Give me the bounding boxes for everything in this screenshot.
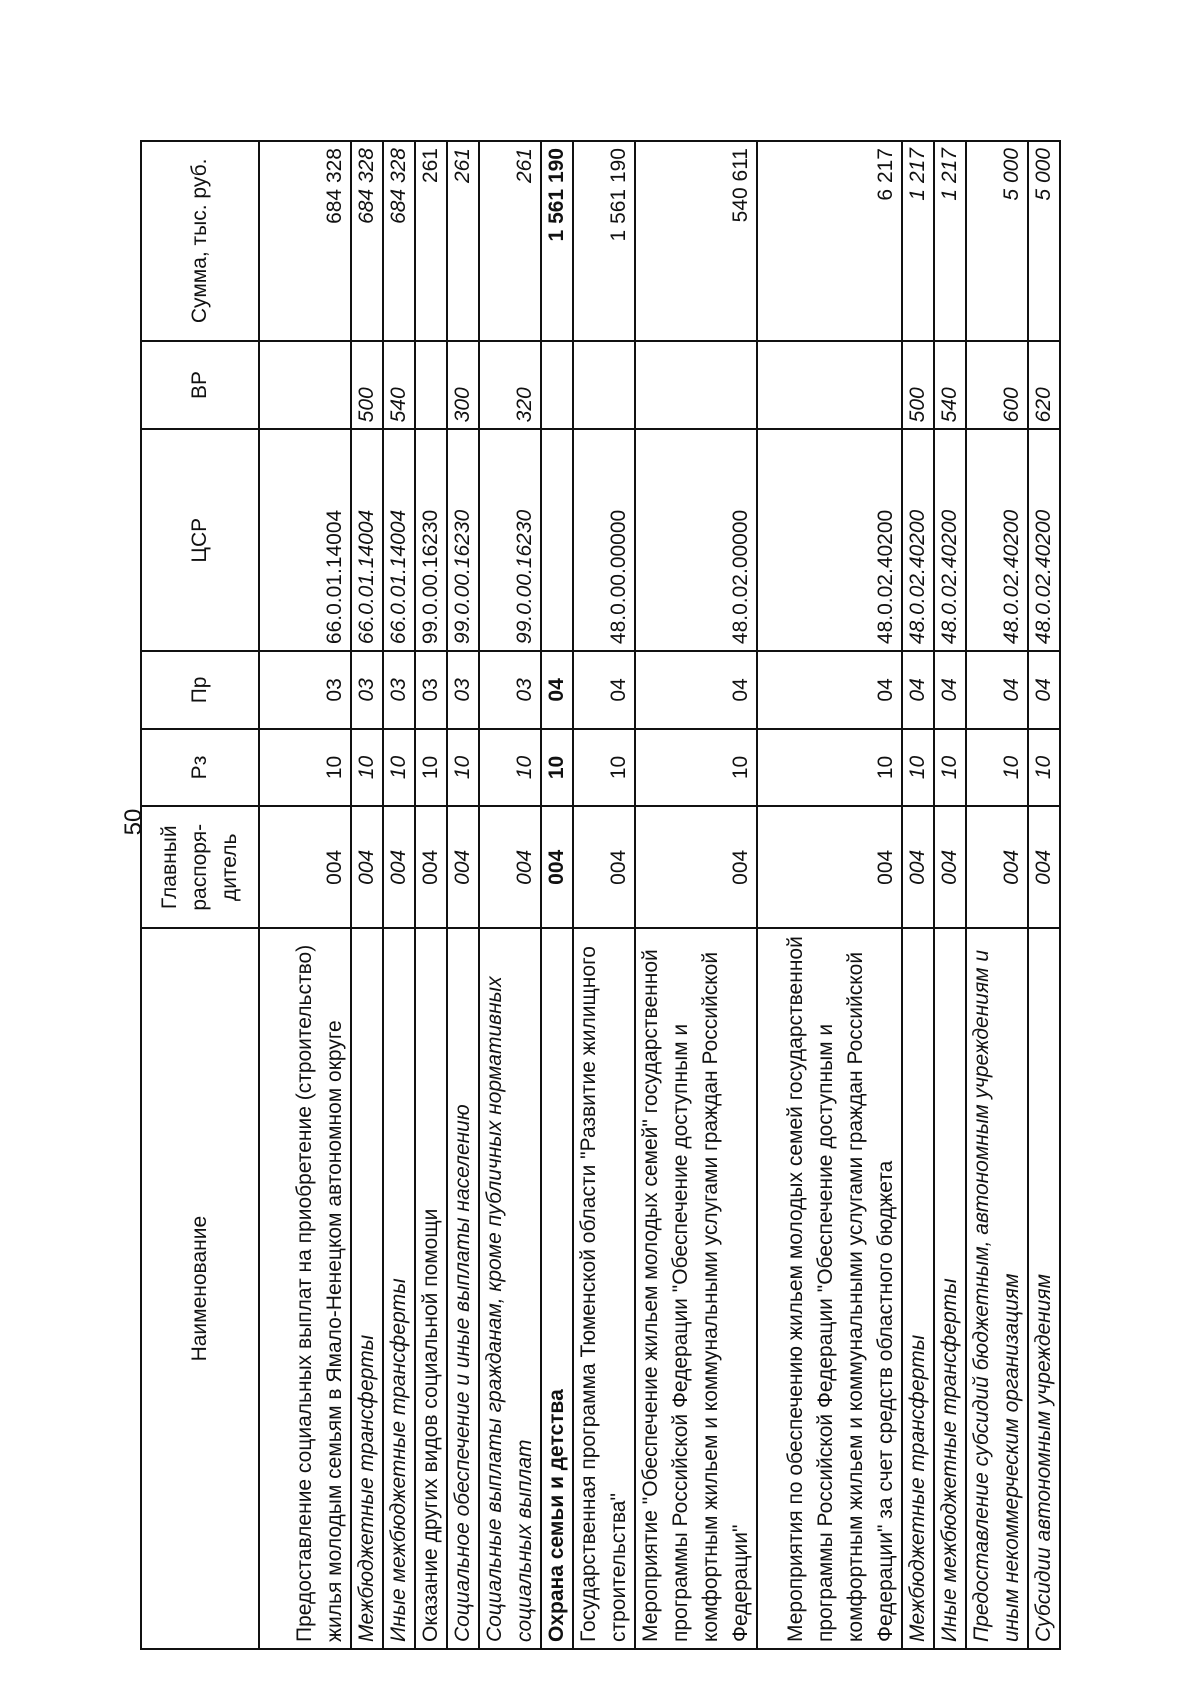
cell-name: Субсидии автономным учреждениям	[1028, 928, 1060, 1649]
cell-main-manager: 004	[934, 806, 966, 928]
cell-vr: 540	[383, 341, 415, 430]
cell-vr	[635, 341, 757, 430]
cell-sum: 1 217	[902, 141, 934, 341]
cell-sum: 5 000	[1028, 141, 1060, 341]
cell-main-manager: 004	[383, 806, 415, 928]
cell-pr: 04	[541, 651, 573, 729]
table-row	[351, 141, 383, 1649]
cell-name: Оказание других видов социальной помощи	[415, 928, 447, 1649]
cell-rz: 10	[259, 729, 351, 807]
table-row	[541, 141, 573, 1649]
cell-pr: 04	[757, 651, 902, 729]
header-vr: ВР	[141, 341, 259, 430]
cell-csr: 48.0.02.40200	[1028, 429, 1060, 651]
rotated-table-container	[140, 140, 1055, 1650]
cell-pr: 04	[1028, 651, 1060, 729]
cell-name: Мероприятие "Обеспечение жильем молодых семей" государственной программы Российской Федерации "Обеспечение доступным и комфортным жильем и коммунальными услугами граждан Российской Федерации"	[635, 928, 757, 1649]
table-row	[259, 141, 351, 1649]
cell-pr: 03	[447, 651, 479, 729]
cell-main-manager: 004	[635, 806, 757, 928]
cell-rz: 10	[541, 729, 573, 807]
cell-rz: 10	[383, 729, 415, 807]
cell-csr: 48.0.02.00000	[635, 429, 757, 651]
page-number: 50	[120, 808, 147, 836]
cell-pr: 04	[635, 651, 757, 729]
header-sum: Сумма, тыс. руб.	[141, 141, 259, 341]
cell-main-manager: 004	[541, 806, 573, 928]
table-body	[259, 141, 1060, 1649]
cell-pr: 04	[966, 651, 1028, 729]
header-csr: ЦСР	[141, 429, 259, 651]
cell-name: Мероприятия по обеспечению жильем молодых семей государственной программы Российской Федерации "Обеспечение доступным и комфортным жильем и коммунальными услугами граждан Российской Федерации" за счет средств областного бюджета	[757, 928, 902, 1649]
cell-sum: 261	[415, 141, 447, 341]
header-rz: Рз	[141, 729, 259, 807]
cell-csr: 48.0.02.40200	[902, 429, 934, 651]
cell-rz: 10	[415, 729, 447, 807]
cell-vr	[259, 341, 351, 430]
cell-vr: 300	[447, 341, 479, 430]
cell-pr: 04	[934, 651, 966, 729]
cell-pr: 04	[902, 651, 934, 729]
cell-sum: 261	[447, 141, 479, 341]
cell-name: Межбюджетные трансферты	[902, 928, 934, 1649]
table-row	[934, 141, 966, 1649]
header-name: Наименование	[141, 928, 259, 1649]
cell-sum: 5 000	[966, 141, 1028, 341]
cell-name: Государственная программа Тюменской области "Развитие жилищного строительства"	[573, 928, 635, 1649]
cell-main-manager: 004	[902, 806, 934, 928]
cell-name: Предоставление субсидий бюджетным, автономным учреждениям и иным некоммерческим организациям	[966, 928, 1028, 1649]
cell-csr	[541, 429, 573, 651]
cell-csr: 99.0.00.16230	[415, 429, 447, 651]
cell-name: Межбюджетные трансферты	[351, 928, 383, 1649]
cell-sum: 540 611	[635, 141, 757, 341]
cell-vr	[415, 341, 447, 430]
cell-main-manager: 004	[479, 806, 541, 928]
cell-vr: 500	[902, 341, 934, 430]
cell-sum: 1 561 190	[541, 141, 573, 341]
table-header	[141, 141, 259, 1649]
cell-rz: 10	[573, 729, 635, 807]
cell-pr: 03	[383, 651, 415, 729]
cell-rz: 10	[757, 729, 902, 807]
cell-vr	[541, 341, 573, 430]
cell-vr: 600	[966, 341, 1028, 430]
cell-rz: 10	[902, 729, 934, 807]
cell-rz: 10	[447, 729, 479, 807]
header-main-manager: Главный распоря-дитель	[141, 806, 259, 928]
cell-pr: 04	[573, 651, 635, 729]
table-row	[479, 141, 541, 1649]
cell-sum: 684 328	[351, 141, 383, 341]
table-row	[1028, 141, 1060, 1649]
cell-main-manager: 004	[966, 806, 1028, 928]
cell-vr	[757, 341, 902, 430]
table-row	[966, 141, 1028, 1649]
budget-table	[140, 140, 1061, 1650]
cell-sum: 684 328	[383, 141, 415, 341]
cell-name: Охрана семьи и детства	[541, 928, 573, 1649]
cell-pr: 03	[479, 651, 541, 729]
cell-csr: 48.0.02.40200	[757, 429, 902, 651]
cell-name: Социальные выплаты гражданам, кроме публичных нормативных социальных выплат	[479, 928, 541, 1649]
cell-sum: 1 561 190	[573, 141, 635, 341]
cell-name: Иные межбюджетные трансферты	[934, 928, 966, 1649]
header-pr: Пр	[141, 651, 259, 729]
table-row	[415, 141, 447, 1649]
cell-rz: 10	[479, 729, 541, 807]
cell-main-manager: 004	[757, 806, 902, 928]
table-row	[757, 141, 902, 1649]
table-row	[635, 141, 757, 1649]
cell-rz: 10	[934, 729, 966, 807]
cell-vr: 320	[479, 341, 541, 430]
cell-rz: 10	[966, 729, 1028, 807]
cell-csr: 66.0.01.14004	[351, 429, 383, 651]
cell-vr: 540	[934, 341, 966, 430]
cell-csr: 66.0.01.14004	[259, 429, 351, 651]
cell-main-manager: 004	[447, 806, 479, 928]
cell-csr: 99.0.00.16230	[479, 429, 541, 651]
cell-csr: 48.0.00.00000	[573, 429, 635, 651]
cell-name: Социальное обеспечение и иные выплаты населению	[447, 928, 479, 1649]
cell-csr: 48.0.02.40200	[966, 429, 1028, 651]
cell-main-manager: 004	[259, 806, 351, 928]
cell-sum: 6 217	[757, 141, 902, 341]
cell-name: Предоставление социальных выплат на приобретение (строительство) жилья молодым семьям в Ямало-Ненецком автономном округе	[259, 928, 351, 1649]
table-row	[573, 141, 635, 1649]
cell-csr: 99.0.00.16230	[447, 429, 479, 651]
cell-rz: 10	[351, 729, 383, 807]
cell-vr: 620	[1028, 341, 1060, 430]
cell-pr: 03	[415, 651, 447, 729]
cell-pr: 03	[259, 651, 351, 729]
table-row	[447, 141, 479, 1649]
cell-main-manager: 004	[415, 806, 447, 928]
cell-main-manager: 004	[351, 806, 383, 928]
cell-rz: 10	[635, 729, 757, 807]
cell-vr	[573, 341, 635, 430]
cell-csr: 48.0.02.40200	[934, 429, 966, 651]
cell-vr: 500	[351, 341, 383, 430]
cell-sum: 261	[479, 141, 541, 341]
cell-main-manager: 004	[1028, 806, 1060, 928]
cell-sum: 684 328	[259, 141, 351, 341]
cell-csr: 66.0.01.14004	[383, 429, 415, 651]
cell-main-manager: 004	[573, 806, 635, 928]
cell-pr: 03	[351, 651, 383, 729]
cell-sum: 1 217	[934, 141, 966, 341]
table-row	[383, 141, 415, 1649]
cell-name: Иные межбюджетные трансферты	[383, 928, 415, 1649]
cell-rz: 10	[1028, 729, 1060, 807]
table-row	[902, 141, 934, 1649]
